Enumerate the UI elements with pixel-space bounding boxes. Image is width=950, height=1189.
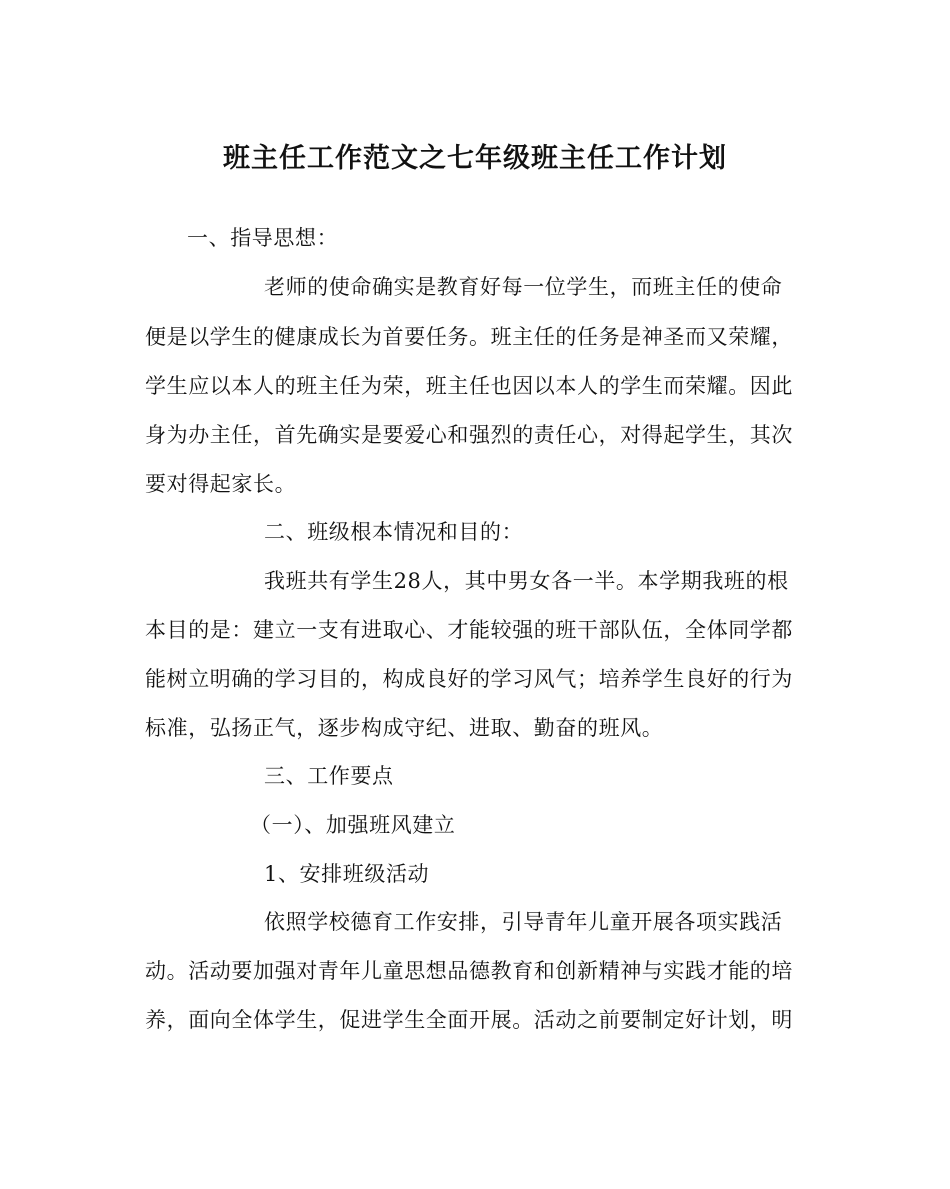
subsection-heading: （一）、加强班风建立	[250, 813, 456, 837]
paragraph-line: 本目的是：建立一支有进取心、才能较强的班干部队伍，全体同学都	[145, 618, 793, 642]
paragraph-line: 便是以学生的健康成长为首要任务。班主任的任务是神圣而又荣耀，	[145, 325, 793, 349]
paragraph-line: 动。活动要加强对青年儿童思想品德教育和创新精神与实践才能的培	[145, 959, 793, 983]
paragraph-line: 身为办主任，首先确实是要爱心和强烈的责任心，对得起学生，其次	[145, 423, 793, 447]
section-heading-guiding-thought: 一、指导思想：	[187, 226, 339, 250]
paragraph-line: 标准，弘扬正气，逐步构成守纪、进取、勤奋的班风。	[145, 716, 664, 740]
paragraph-line: 能树立明确的学习目的，构成良好的学习风气；培养学生良好的行为	[145, 667, 793, 691]
paragraph-line: 我班共有学生28人，其中男女各一半。本学期我班的根	[264, 569, 789, 593]
paragraph-line: 养，面向全体学生，促进学生全面开展。活动之前要制定好计划，明	[145, 1008, 793, 1032]
section-heading-class-situation: 二、班级根本情况和目的：	[264, 520, 524, 544]
paragraph-line: 依照学校德育工作安排，引导青年儿童开展各项实践活	[264, 910, 783, 934]
section-heading-work-points: 三、工作要点	[264, 764, 394, 788]
document-title: 班主任工作范文之七年级班主任工作计划	[223, 143, 727, 174]
item-heading: 1、安排班级活动	[264, 862, 430, 886]
paragraph-line: 学生应以本人的班主任为荣，班主任也因以本人的学生而荣耀。因此	[145, 374, 793, 398]
paragraph-line: 要对得起家长。	[145, 472, 297, 496]
paragraph-line: 老师的使命确实是教育好每一位学生，而班主任的使命	[264, 275, 783, 299]
